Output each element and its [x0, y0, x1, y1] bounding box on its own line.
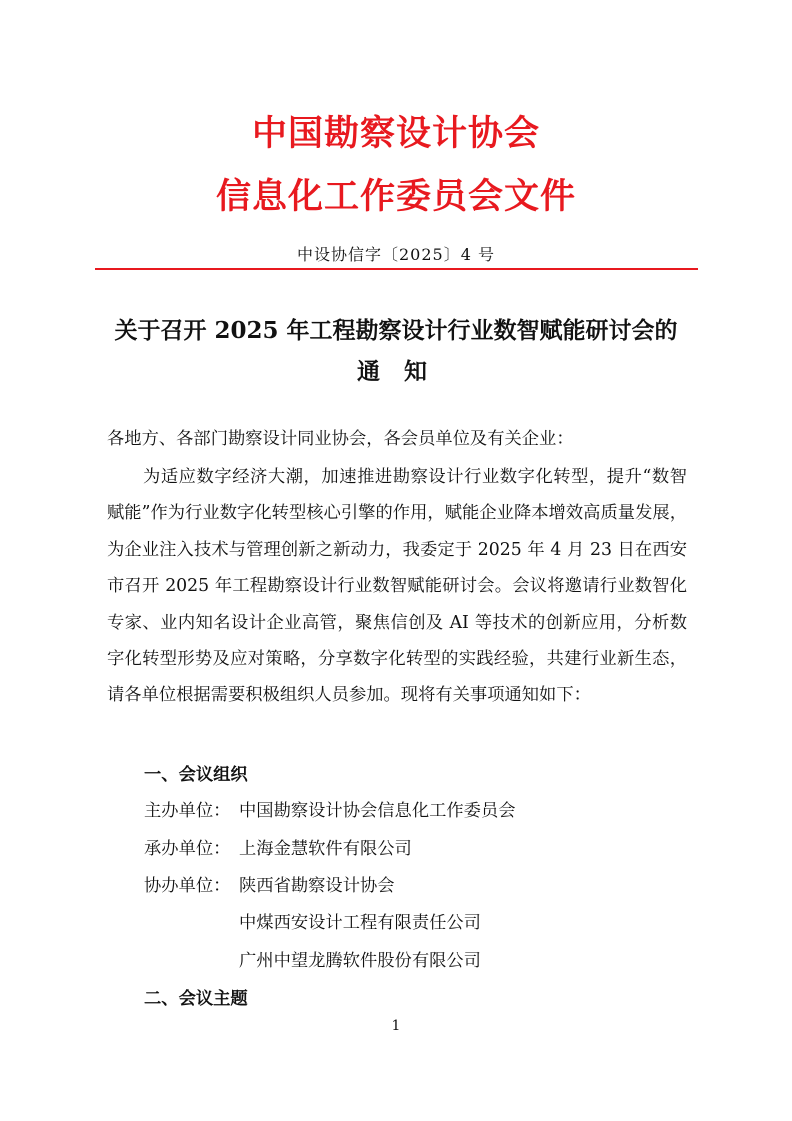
- salutation: 各地方、各部门勘察设计同业协会，各会员单位及有关企业：: [107, 429, 574, 449]
- co-organizer-row: [144, 871, 395, 901]
- host-row: [144, 796, 516, 826]
- document-type-heading: 信息化工作委员会文件: [215, 176, 576, 217]
- intro-paragraph: 为适应数字经济大潮，加速推进勘察设计行业数字化转型，提升“数智赋能”作为行业数字化转型核心引擎的作用，赋能企业降本增效高质量发展，为企业注入技术与管理创新之新动力，我委定于 2025 年 4 月 23 日在西安市召开 2025 年工程勘察设计行业数智赋能研讨会。会议将邀请行业数智化专家、业内知名设计企业高管，聚焦信创及 AI 等技术的创新应用，分析数字化转型形势及应对策略，分享数字化转型的实践经验，共建行业新生态，请各单位根据需要积极组织人员参加。现将有关事项通知如下：: [107, 467, 687, 706]
- co-organizer-row: [144, 946, 481, 976]
- organizer-row: [144, 834, 412, 864]
- notice-title: 关于召开 2025 年工程勘察设计行业数智赋能研讨会的: [114, 317, 678, 344]
- co-organizer-value: 广州中望龙腾软件股份有限公司: [239, 951, 481, 971]
- issuing-organization: 中国勘察设计协会: [251, 113, 540, 154]
- organizer-label: 承办单位：: [144, 839, 231, 859]
- host-label: 主办单位：: [144, 801, 231, 821]
- co-organizer-row: [144, 908, 481, 938]
- co-organizer-label: 协办单位：: [144, 876, 231, 896]
- notice-title-suffix: 通 知: [356, 358, 435, 385]
- section-heading-organization: 一、会议组织: [144, 765, 248, 785]
- host-value: 中国勘察设计协会信息化工作委员会: [239, 801, 516, 821]
- co-organizer-value: 中煤西安设计工程有限责任公司: [239, 913, 481, 933]
- co-organizer-value: 陕西省勘察设计协会: [239, 876, 395, 896]
- header-divider: [95, 268, 698, 270]
- document-number: 中设协信字〔2025〕4 号: [297, 245, 495, 264]
- section-heading-theme: 二、会议主题: [144, 989, 248, 1009]
- organizer-value: 上海金慧软件有限公司: [239, 839, 412, 859]
- page-number: 1: [391, 1018, 401, 1034]
